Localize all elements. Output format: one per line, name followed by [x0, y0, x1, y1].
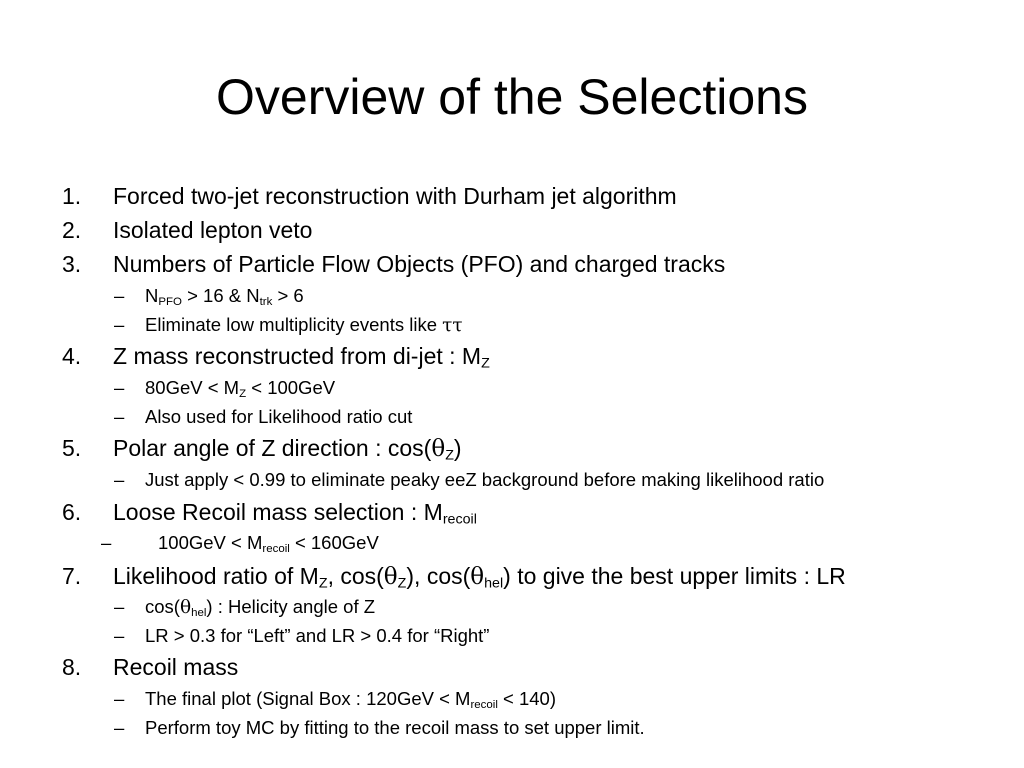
- item-number: 2.: [62, 217, 82, 243]
- item-number: 7.: [62, 563, 82, 589]
- dash-bullet: –: [114, 406, 125, 427]
- page-title: Overview of the Selections: [216, 69, 808, 125]
- item-text: Recoil mass: [113, 654, 239, 680]
- sub-item-text: $N_{PFO} > 16$ & $N_{trk} > 6$: [145, 285, 304, 308]
- dash-bullet: –: [114, 717, 125, 738]
- item-number: 1.: [62, 183, 82, 209]
- item-number: 8.: [62, 654, 82, 680]
- dash-bullet: –: [114, 314, 125, 335]
- tau-symbol: ττ: [442, 315, 463, 336]
- item-number: 4.: [62, 343, 82, 369]
- sub-item-text: $100GeV < M_{recoil} < 160GeV$: [158, 532, 379, 555]
- dash-bullet: –: [114, 688, 125, 709]
- item-text: Z mass reconstructed from di-jet : $M_Z$: [113, 343, 490, 372]
- item-text: Numbers of Particle Flow Objects (PFO) and charged tracks: [113, 251, 726, 277]
- dash-bullet: –: [114, 625, 125, 646]
- item-number: 6.: [62, 499, 82, 525]
- sub-item-text: LR > 0.3 for “Left” and LR > 0.4 for “Right”: [145, 625, 490, 646]
- item-number: 5.: [62, 435, 82, 461]
- dash-bullet: –: [114, 285, 125, 306]
- sub-item-text: The final plot (Signal Box : $120GeV < M_{recoil} < 140$): [145, 688, 557, 711]
- sub-item-text: $80GeV < M_Z < 100GeV$: [145, 377, 336, 400]
- sub-item-text: Also used for Likelihood ratio cut: [145, 406, 413, 427]
- dash-bullet: –: [114, 596, 125, 617]
- sub-item-text: Perform toy MC by fitting to the recoil mass to set upper limit.: [145, 717, 645, 738]
- item-number: 3.: [62, 251, 82, 277]
- dash-bullet: –: [114, 469, 125, 490]
- item-text: Loose Recoil mass selection : $M_{recoil}$: [113, 499, 477, 528]
- sub-item-text: $\cos(\theta_{hel})$ : Helicity angle of Z: [145, 596, 376, 619]
- dash-bullet: –: [114, 377, 125, 398]
- dash-bullet: –: [101, 532, 112, 553]
- item-text: Forced two-jet reconstruction with Durham jet algorithm: [113, 183, 677, 209]
- item-text: Likelihood ratio of $M_Z$, $\cos(\theta_Z)$, $\cos(\theta_{hel})$ to give the best upper limits : LR: [113, 563, 846, 592]
- sub-item-text: Just apply < 0.99 to eliminate peaky eeZ background before making likelihood ratio: [145, 469, 825, 490]
- item-text: Isolated lepton veto: [113, 217, 313, 243]
- sub-item-text: Eliminate low multiplicity events like ττ: [145, 314, 463, 336]
- item-text: Polar angle of Z direction : $\cos(\theta_Z)$: [113, 435, 462, 464]
